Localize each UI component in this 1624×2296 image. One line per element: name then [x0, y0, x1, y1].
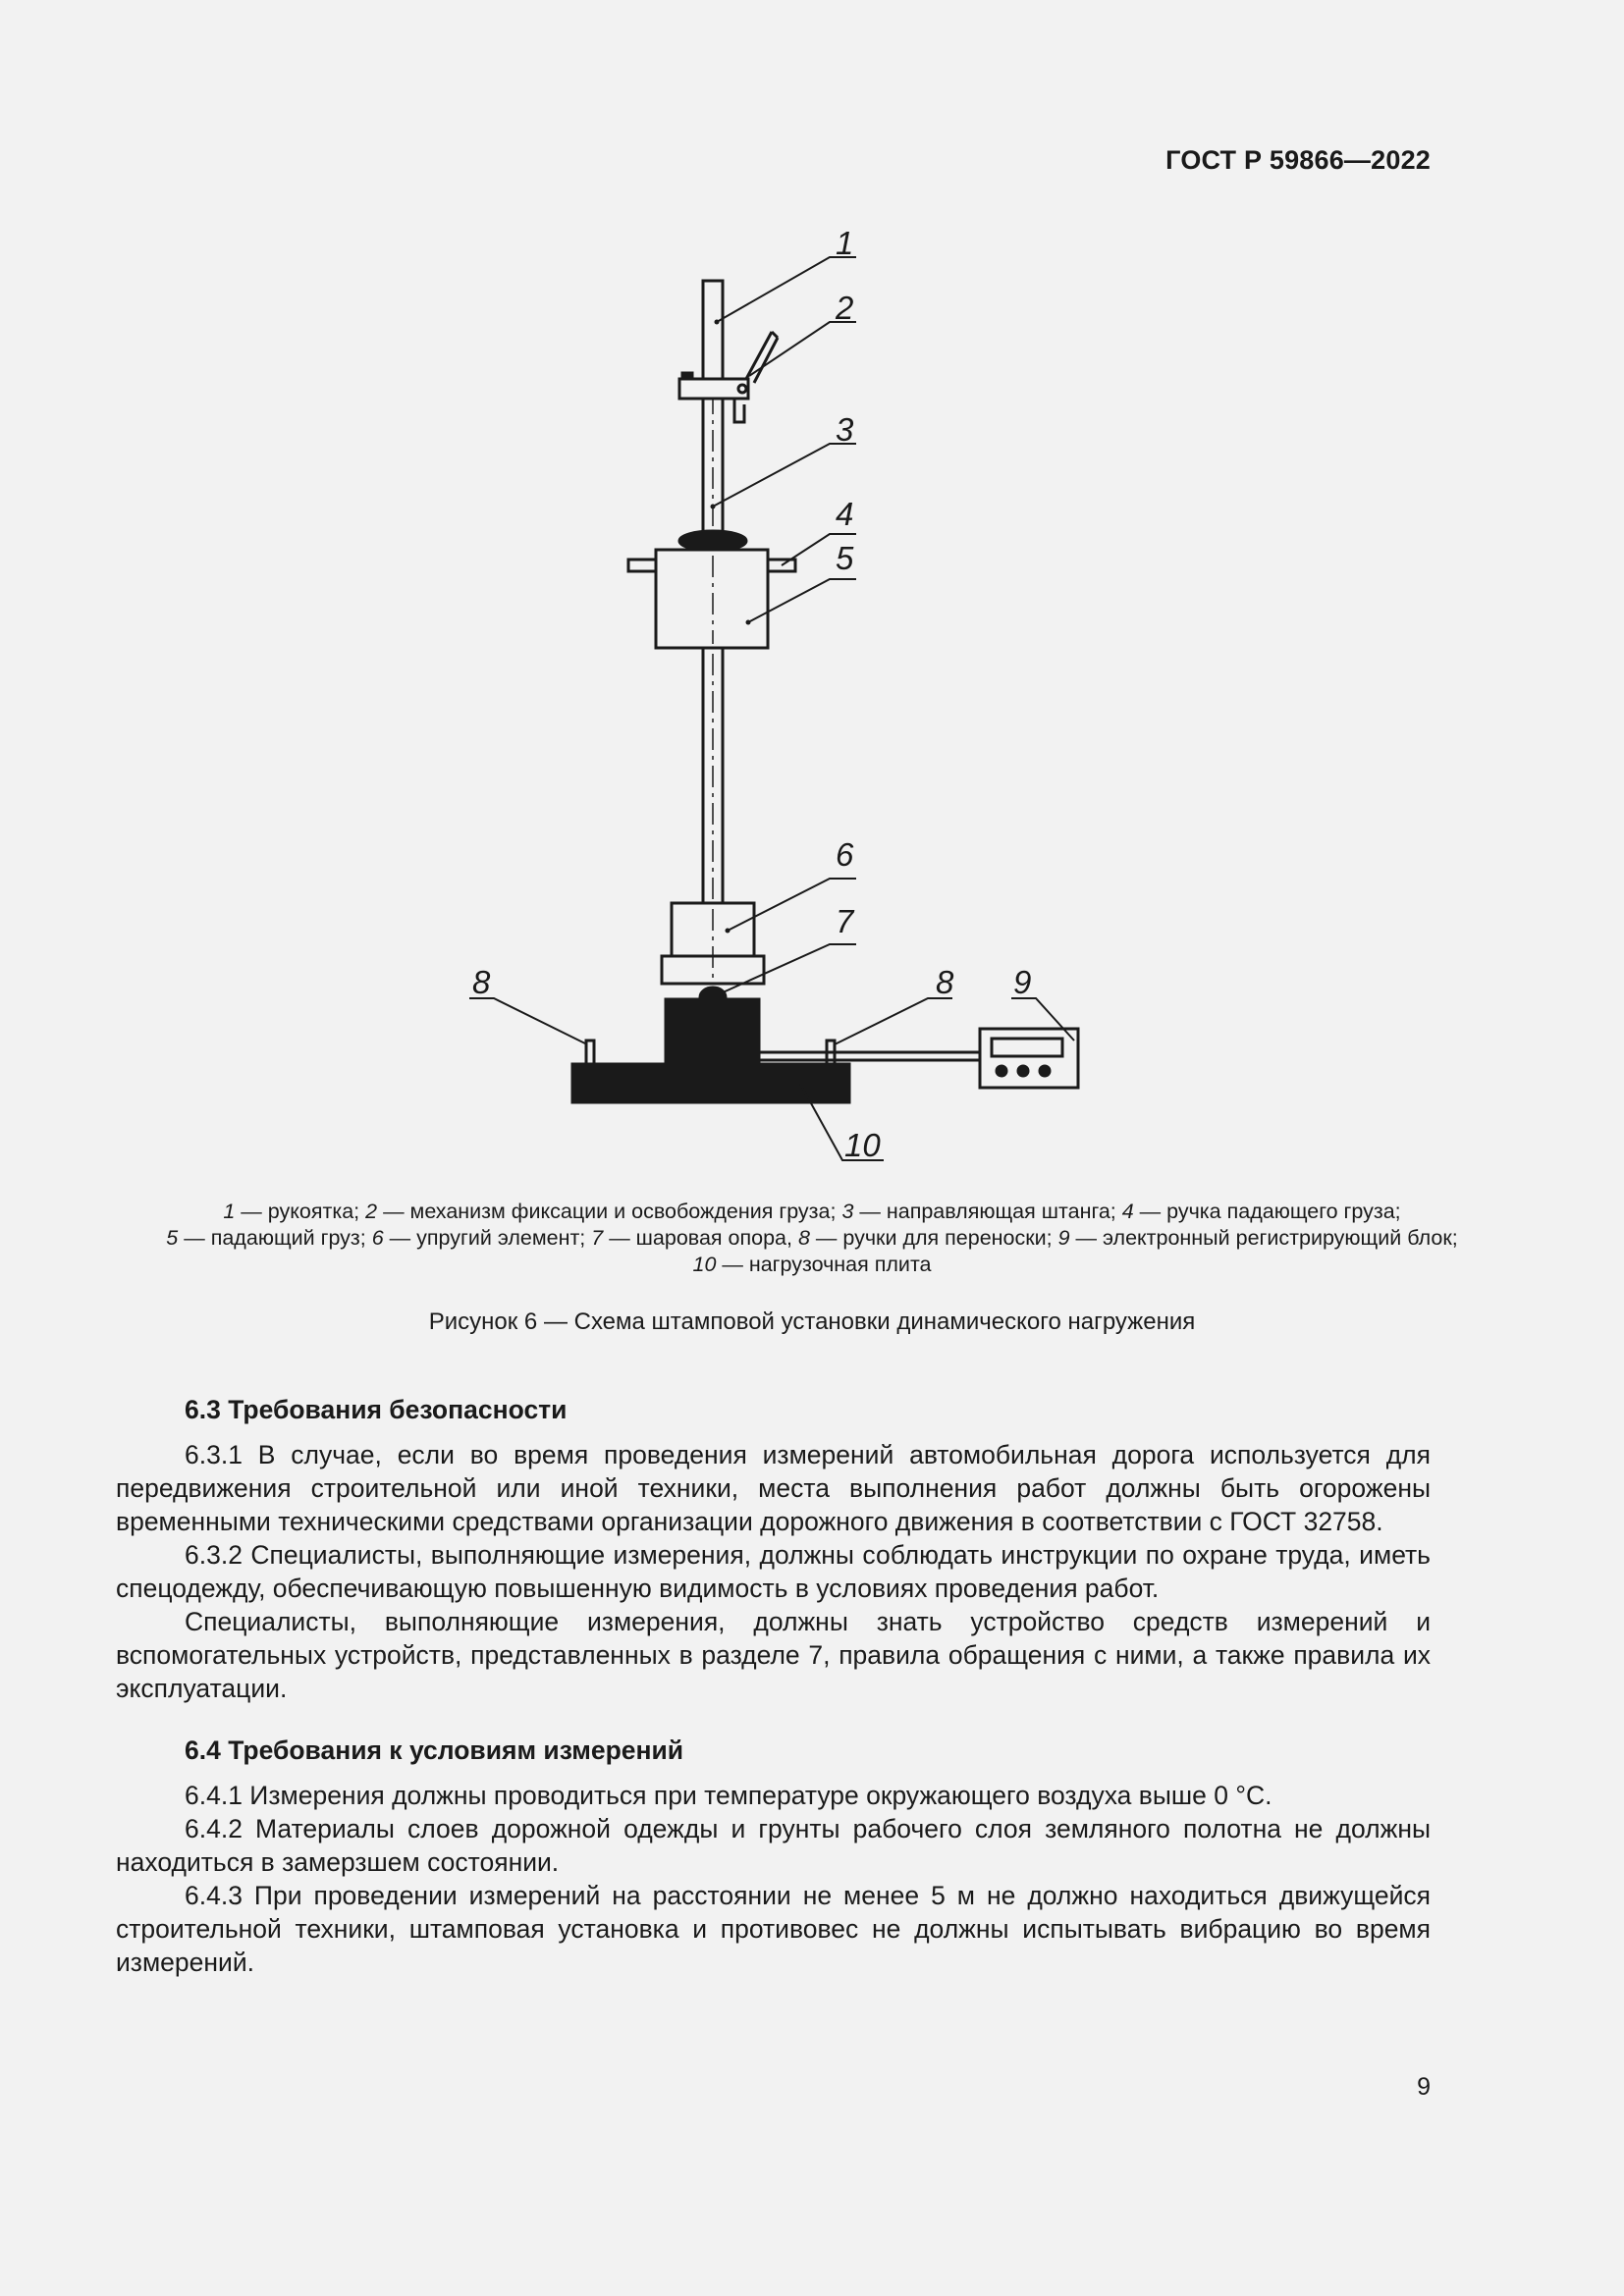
callout-6: 6	[836, 836, 854, 873]
callout-10: 10	[844, 1127, 881, 1163]
figure-legend	[79, 1199, 1545, 1278]
legend-text: — ручки для переноски;	[809, 1226, 1058, 1250]
callout-1: 1	[836, 225, 854, 261]
document-header: ГОСТ Р 59866—2022	[1165, 145, 1431, 175]
legend-text: — нагрузочная плита	[716, 1253, 932, 1276]
paragraph: 6.4.2 Материалы слоев дорожной одежды и грунты рабочего слоя земляного полотна не должны находиться в замерзшем состоянии.	[116, 1814, 1431, 1877]
paragraph: 6.4.3 При проведении измерений на расстоянии не менее 5 м не должно находиться движущейся строительной техники, штамповая установка и противовес не должны испытывать вибрацию во время измерений.	[116, 1881, 1431, 1977]
section-6-3	[116, 1393, 1431, 1705]
legend-text: — падающий груз;	[178, 1226, 372, 1250]
legend-text: — направляющая штанга;	[853, 1200, 1122, 1223]
legend-text: — рукоятка;	[235, 1200, 366, 1223]
paragraph: 6.3.2 Специалисты, выполняющие измерения, должны соблюдать инструкции по охране труда, иметь спецодежду, обеспечивающую повышенную видимость в условиях проведения работ.	[116, 1540, 1431, 1603]
section-title: 6.4 Требования к условиям измерений	[185, 1735, 684, 1765]
page-number: 9	[1417, 2073, 1431, 2101]
legend-key: 3	[841, 1200, 854, 1223]
callout-2: 2	[836, 290, 854, 326]
legend-key: 8	[797, 1226, 810, 1250]
legend-text: — ручка падающего груза;	[1133, 1200, 1401, 1223]
legend-key: 7	[591, 1226, 604, 1250]
legend-line-1	[79, 1199, 1545, 1225]
legend-key: 1	[223, 1200, 236, 1223]
legend-key: 9	[1057, 1226, 1070, 1250]
callout-8-left: 8	[472, 964, 491, 1000]
section-6-4	[116, 1734, 1431, 1979]
paragraph: 6.4.1 Измерения должны проводиться при температуре окружающего воздуха выше 0 °C.	[185, 1781, 1272, 1810]
legend-text: — механизм фиксации и освобождения груза;	[377, 1200, 842, 1223]
legend-key: 2	[365, 1200, 378, 1223]
legend-key: 4	[1121, 1200, 1134, 1223]
callout-8-right: 8	[936, 964, 954, 1000]
callout-5: 5	[836, 540, 854, 576]
legend-line-3	[79, 1252, 1545, 1278]
legend-text: — электронный регистрирующий блок;	[1069, 1226, 1458, 1250]
legend-text: — шаровая опора,	[603, 1226, 798, 1250]
callout-3: 3	[836, 411, 854, 448]
legend-line-2	[79, 1225, 1545, 1252]
callout-4: 4	[836, 496, 854, 532]
paragraph: 6.3.1 В случае, если во время проведения измерений автомобильная дорога используется для передвижения строительной или иной техники, места выполнения работ должны быть огорожены временными техническими средствами организации дорожного движения в соответствии с ГОСТ 32758.	[116, 1440, 1431, 1536]
callout-9: 9	[1013, 964, 1032, 1000]
section-title: 6.3 Требования безопасности	[185, 1395, 568, 1424]
legend-key: 5	[166, 1226, 179, 1250]
legend-text: — упругий элемент;	[383, 1226, 592, 1250]
figure-caption: Рисунок 6 — Схема штамповой установки динамического нагружения	[428, 1308, 1196, 1335]
legend-key: 10	[692, 1253, 717, 1276]
legend-key: 6	[371, 1226, 384, 1250]
paragraph: Специалисты, выполняющие измерения, должны знать устройство средств измерений и вспомогательных устройств, представленных в разделе 7, правила обращения с ними, а также правила их эксплуатации.	[116, 1607, 1431, 1703]
callout-7: 7	[836, 903, 854, 939]
